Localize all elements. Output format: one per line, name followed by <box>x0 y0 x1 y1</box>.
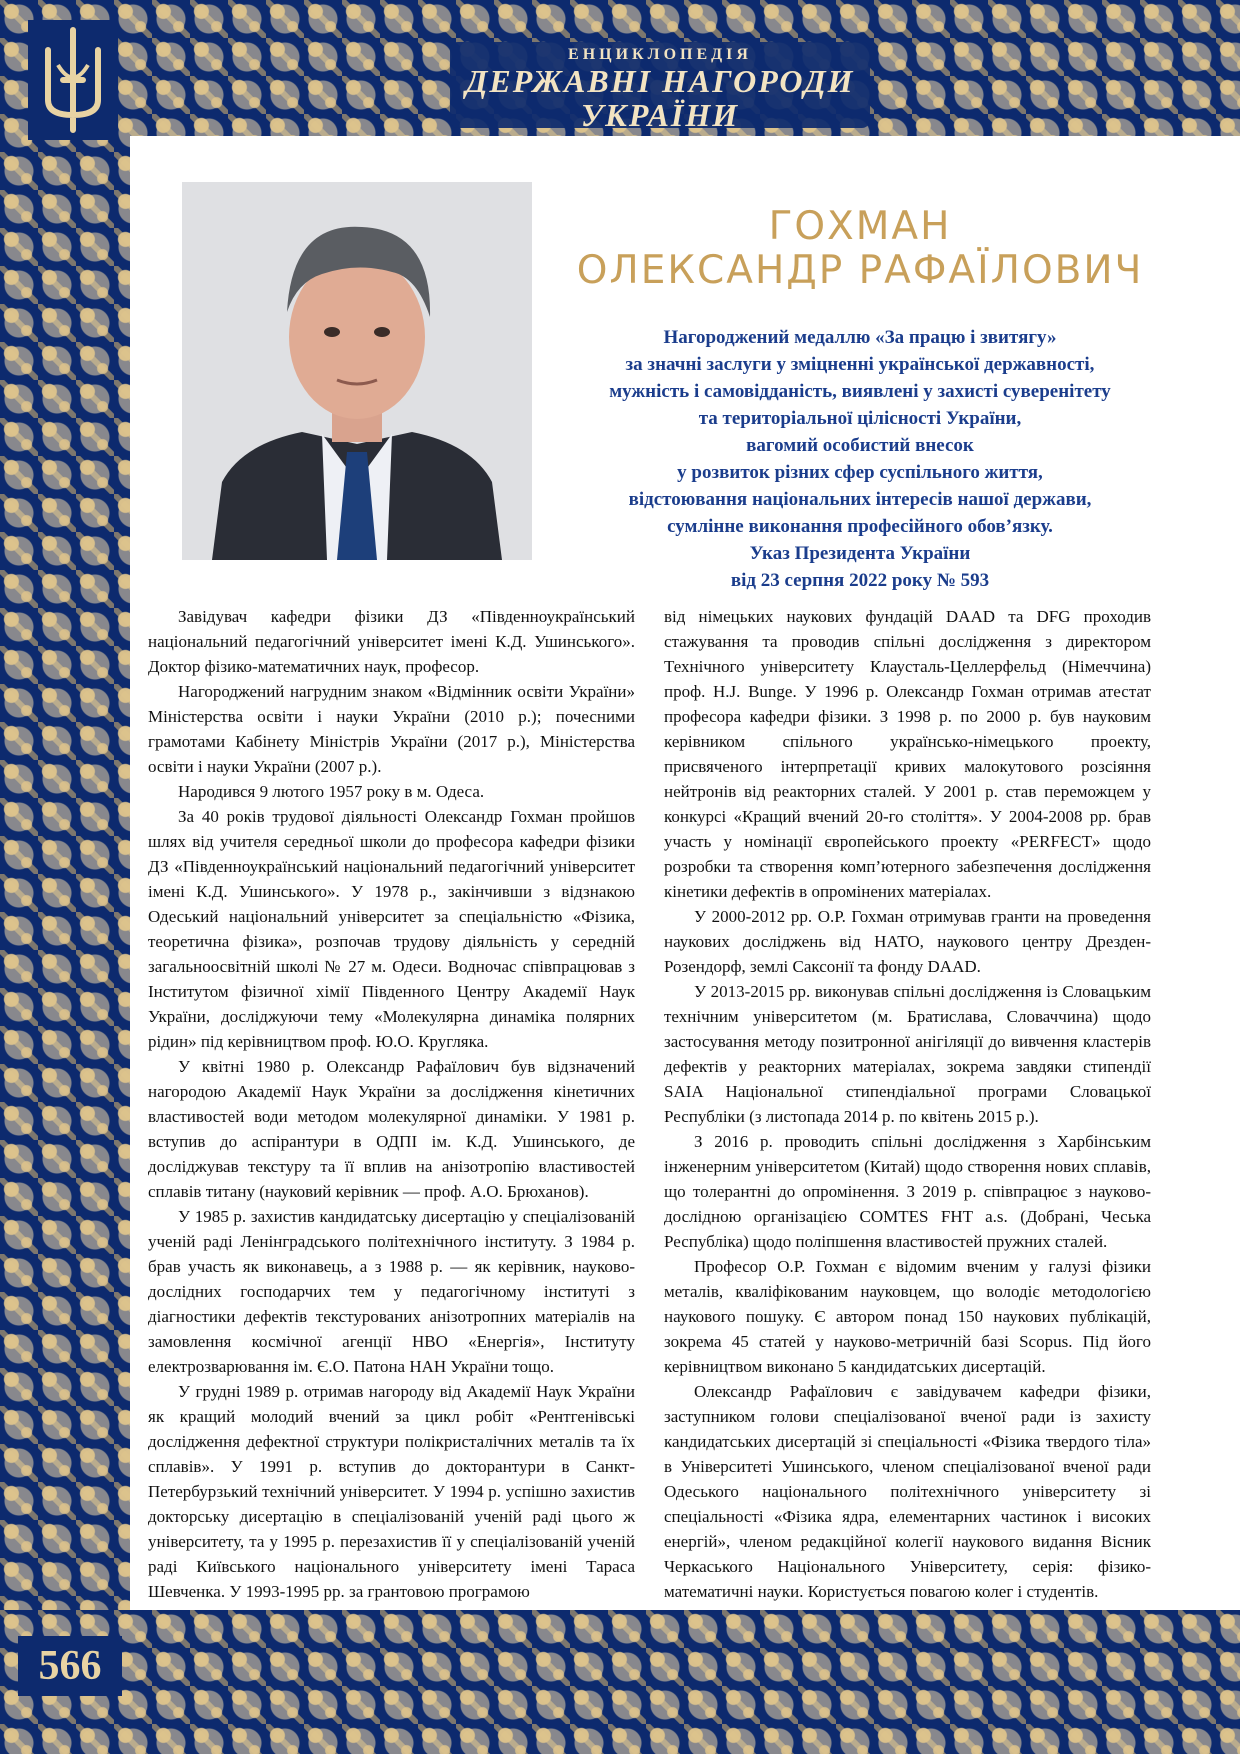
award-line: та територіальної цілісності України, <box>698 408 1022 429</box>
award-line: Указ Президента України <box>749 543 971 564</box>
paragraph: Завідувач кафедри фізики ДЗ «Південноукраїнський національний педагогічний університет імені К.Д. Ушинського». Доктор фізико-математичних наук, професор. <box>148 607 635 676</box>
award-line: сумлінне виконання професійного обов’язку. <box>667 516 1053 537</box>
left-ornament-band <box>0 0 130 1754</box>
award-line: за значні заслуги у зміцненні української державності, <box>625 354 1095 375</box>
biography-column-left <box>148 604 635 1604</box>
page-number: 566 <box>18 1636 122 1696</box>
biography-column-right <box>664 604 1151 1604</box>
paragraph: Народився 9 лютого 1957 року в м. Одеса. <box>178 782 485 801</box>
paragraph: У 2013-2015 рр. виконував спільні дослідження із Словацьким технічним університетом (м. Братислава, Словаччина) щодо застосування методу позитронної анігіляції до вивчення кластерів дефектів у реакторних матеріалах, зокрема завдяки стипендії SAIA Національної стипендіальної програми Словацької Республіки (з листопада 2014 р. по квітень 2015 р.). <box>664 982 1151 1126</box>
tryzub-emblem-icon <box>28 20 118 140</box>
bottom-ornament-band <box>0 1610 1240 1754</box>
paragraph: У грудні 1989 р. отримав нагороду від Академії Наук України як кращий молодий вчений за цикл робіт «Рентгенівські дослідження дефектної структури полікристалічних металів та їх сплавів». У 1991 р. вступив до докторантури в Санкт-Петербурзький технічний університет. У 1994 р. успішно захистив докторську дисертацію в спеціалізованій ученій раді цього ж університету, та у 1995 р. перезахистив її у спеціалізованій ученій раді Київського національного університету імені Тараса Шевченка. У 1993-1995 рр. за грантовою програмою <box>148 1382 635 1601</box>
paragraph: Нагороджений нагрудним знаком «Відмінник освіти України» Міністерства освіти і науки України (2010 р.); почесними грамотами Кабінету Міністрів України (2017 р.), Міністерства освіти і науки України (2007 р.). <box>148 682 635 776</box>
award-line: Нагороджений медаллю «За працю і звитягу» <box>663 327 1057 348</box>
award-statement <box>560 324 1160 594</box>
award-line: мужність і самовідданість, виявлені у захисті суверенітету <box>609 381 1111 402</box>
paragraph: Професор О.Р. Гохман є відомим вченим у галузі фізики металів, кваліфікованим науковцем, що володіє методологією наукового пошуку. Є автором понад 150 наукових публікацій, зокрема 45 статей у науково-метричній базі Scopus. Під його керівництвом виконано 5 кандидатських дисертацій. <box>664 1257 1151 1376</box>
header-series: ЕНЦИКЛОПЕДІЯ <box>568 46 752 63</box>
award-line: у розвиток різних сфер суспільного життя, <box>677 462 1043 483</box>
paragraph: За 40 років трудової діяльності Олександр Гохман пройшов шлях від учителя середньої школи до професора кафедри фізики ДЗ «Південноукраїнський національний педагогічний університет імені К.Д. Ушинського». У 1978 р., закінчивши з відзнакою Одеський національний університет за спеціальністю «Фізика, теоретична фізика», розпочав трудову діяльність у середній загальноосвітній школі № 27 м. Одеси. Водночас співпрацював з Інститутом фізичної хімії Південного Центру Академії Наук України, досліджуючи тему «Молекулярна динаміка полярних рідин» під керівництвом проф. Ю.О. Кругляка. <box>148 807 635 1051</box>
person-given-names: ОЛЕКСАНДР РАФАЇЛОВИЧ <box>576 248 1144 293</box>
paragraph: від німецьких наукових фундацій DAAD та DFG проходив стажування та проводив спільні дослідження з директором Технічного університету Клаусталь-Целлерфельд (Німеччина) проф. H.J. Bunge. У 1996 р. Олександр Гохман отримав атестат професора кафедри фізики. З 1998 р. по 2000 р. був науковим керівником спільного українсько-німецького проекту, присвяченого інтерпретації кривих малокутового розсіяння нейтронів від реакторних сталей. У 2001 р. став переможцем у конкурсі «Кращий вчений 20-го століття». У 2004-2008 рр. брав участь у номінації європейського проекту «PERFECT» щодо розробки та створення комп’ютерного забезпечення дослідження кінетики дефектів в опромінених матеріалах. <box>664 607 1151 901</box>
award-line: вагомий особистий внесок <box>746 435 974 456</box>
paragraph: У 1985 р. захистив кандидатську дисертацію у спеціалізованій ученій раді Ленінградського політехнічного інституту. З 1984 р. брав участь як виконавець, а з 1988 р. — як керівник, науково-дослідних господарчих тем у педагогічному інституті з діагностики дефектів текстурованих анізотропних матеріалів на замовлення космічної агенції НВО «Енергія», Інституту електрозварювання ім. Є.О. Патона НАН України тощо. <box>148 1207 635 1376</box>
paragraph: У 2000-2012 рр. О.Р. Гохман отримував гранти на проведення наукових досліджень від НАТО, наукового центру Дрезден-Розендорф, землі Саксонії та фонду DAAD. <box>664 907 1151 976</box>
award-line: відстоювання національних інтересів нашої держави, <box>628 489 1092 510</box>
award-line: від 23 серпня 2022 року № 593 <box>730 570 990 591</box>
header-title-line1: ДЕРЖАВНІ НАГОРОДИ <box>465 63 855 99</box>
paragraph: Олександр Рафаїлович є завідувачем кафедри фізики, заступником голови спеціалізованої вченої ради із захисту кандидатських дисертацій зі спеціальності «Фізика твердого тіла» в Університеті Ушинського, членом спеціалізованої вченої ради Одеського національного політехнічного університету зі спеціальності «Фізика ядра, елементарних частинок і високих енергій», членом редакційної колегії наукового видання Вісник Черкаського Національного Університету, серія: фізико-математичні науки. Користується повагою колег і студентів. <box>664 1382 1151 1601</box>
person-name <box>560 205 1160 293</box>
portrait-photo <box>182 182 532 560</box>
paragraph: З 2016 р. проводить спільні дослідження з Харбінським інженерним університетом (Китай) щодо створення нових сплавів, що толерантні до опромінення. З 2019 р. співпрацює з науково-дослідною організацією COMTES FHT a.s. (Добрані, Чеська Республіка) щодо поліпшення властивостей пружних сталей. <box>664 1132 1151 1251</box>
encyclopedia-header <box>450 42 870 133</box>
header-title-line2: УКРАЇНИ <box>580 97 740 133</box>
paragraph: У квітні 1980 р. Олександр Рафаїлович був відзначений нагородою Академії Наук України за дослідження кінетичних властивостей води методом молекулярної динаміки. У 1981 р. вступив до аспірантури в ОДПІ ім. К.Д. Ушинського, де досліджував текстуру та її вплив на анізотропію властивостей сплавів титану (науковий керівник — проф. А.О. Брюханов). <box>148 1057 635 1201</box>
person-surname: ГОХМАН <box>768 204 952 249</box>
